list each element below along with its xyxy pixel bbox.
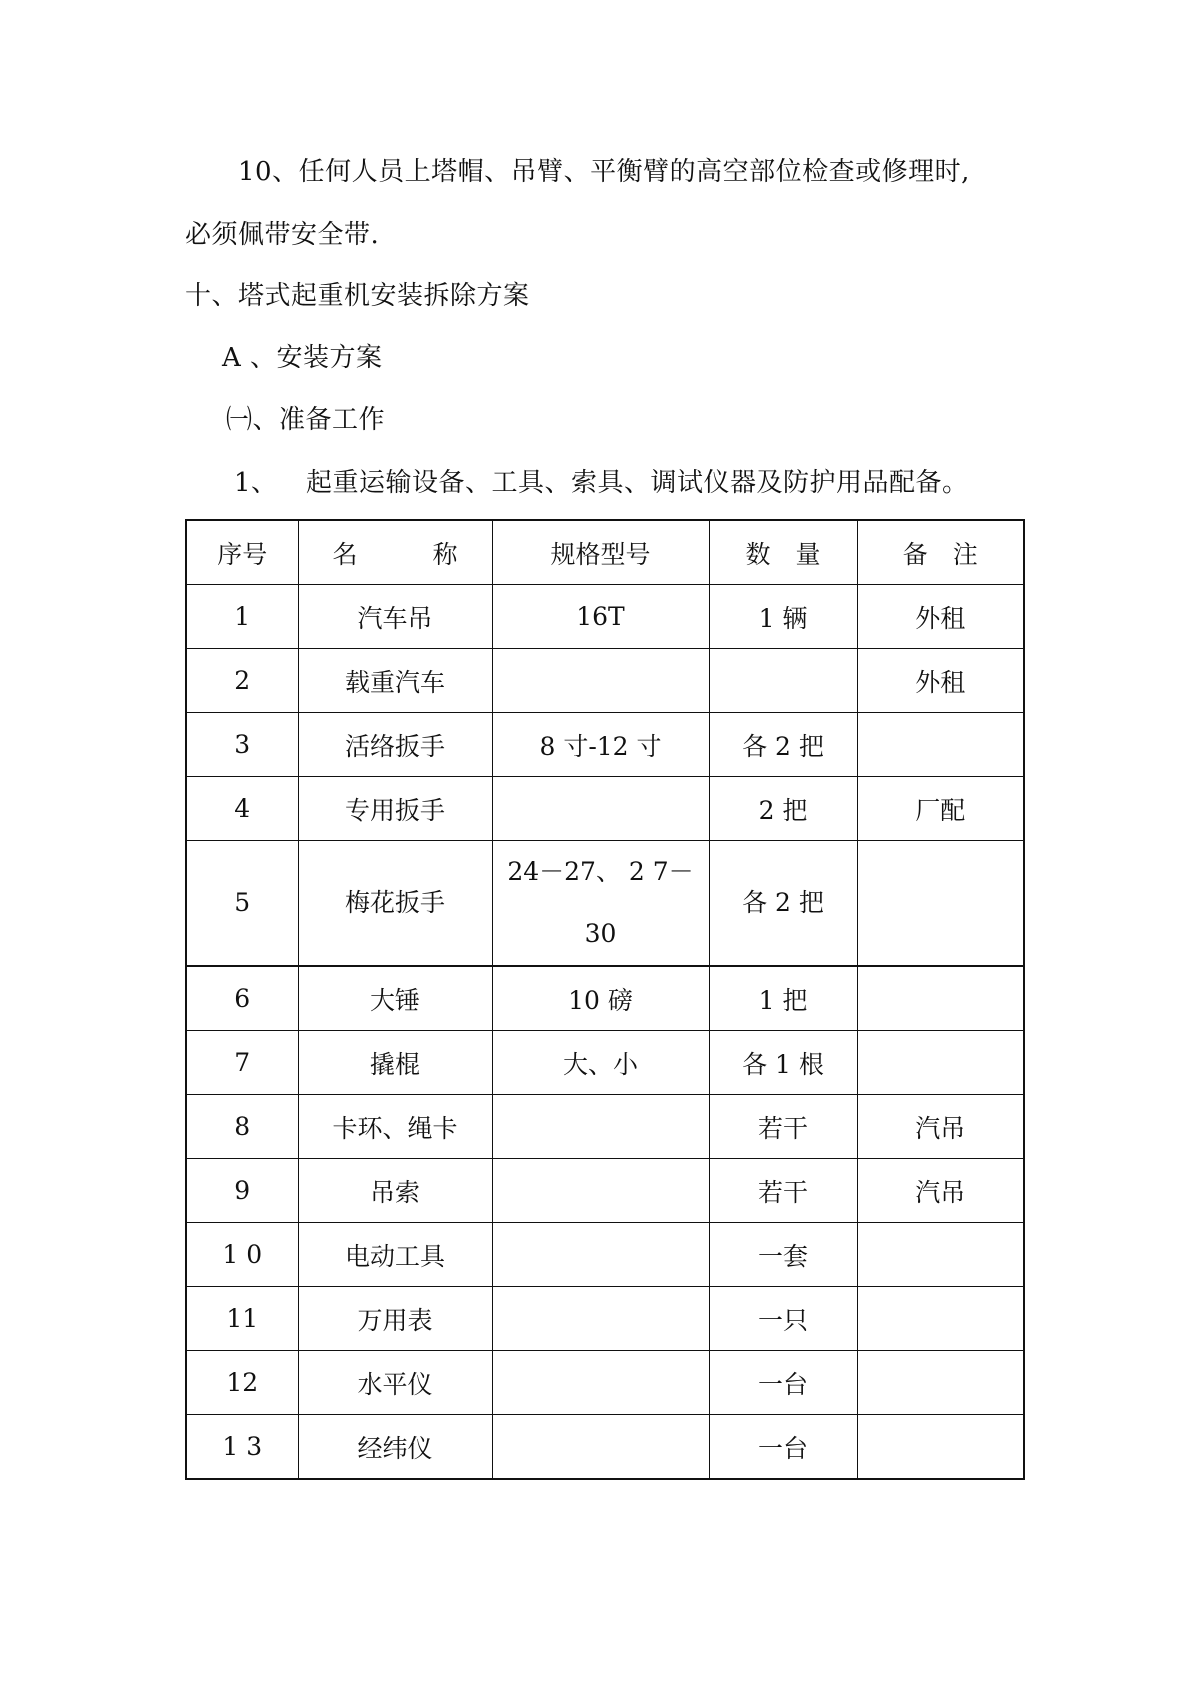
cell-qty: 各 2 把 bbox=[709, 713, 857, 777]
cell-note bbox=[857, 1287, 1024, 1351]
cell-no: 6 bbox=[186, 966, 298, 1031]
cell-spec bbox=[492, 1351, 709, 1415]
cell-no: 9 bbox=[186, 1159, 298, 1223]
cell-spec bbox=[492, 1095, 709, 1159]
cell-name: 活络扳手 bbox=[298, 713, 492, 777]
cell-note: 外租 bbox=[857, 585, 1024, 649]
cell-qty: 若干 bbox=[709, 1095, 857, 1159]
cell-no: 1 3 bbox=[186, 1415, 298, 1480]
cell-name: 万用表 bbox=[298, 1287, 492, 1351]
cell-qty: 一台 bbox=[709, 1351, 857, 1415]
cell-spec bbox=[492, 1287, 709, 1351]
cell-spec bbox=[492, 1415, 709, 1480]
paragraph-10-line1: 10、任何人员上塔帽、吊臂、平衡臂的高空部位检查或修理时, bbox=[238, 157, 970, 187]
cell-note: 厂配 bbox=[857, 777, 1024, 841]
cell-name: 汽车吊 bbox=[298, 585, 492, 649]
cell-name: 载重汽车 bbox=[298, 649, 492, 713]
cell-no: 8 bbox=[186, 1095, 298, 1159]
header-qty: 数 量 bbox=[709, 520, 857, 585]
cell-no: 12 bbox=[186, 1351, 298, 1415]
cell-spec: 8 寸-12 寸 bbox=[492, 713, 709, 777]
cell-spec bbox=[492, 841, 709, 967]
cell-qty: 2 把 bbox=[709, 777, 857, 841]
table-row bbox=[186, 1415, 1024, 1480]
table-row bbox=[186, 649, 1024, 713]
item-1-number: 1、 bbox=[234, 468, 278, 498]
cell-name: 吊索 bbox=[298, 1159, 492, 1223]
table-row bbox=[186, 841, 1024, 967]
item-1-text: 起重运输设备、工具、索具、调试仪器及防护用品配备。 bbox=[306, 468, 969, 498]
cell-spec: 大、小 bbox=[492, 1031, 709, 1095]
cell-name: 梅花扳手 bbox=[298, 841, 492, 967]
cell-name: 经纬仪 bbox=[298, 1415, 492, 1480]
cell-spec bbox=[492, 1223, 709, 1287]
cell-qty: 一套 bbox=[709, 1223, 857, 1287]
header-note: 备 注 bbox=[857, 520, 1024, 585]
cell-no: 3 bbox=[186, 713, 298, 777]
cell-spec bbox=[492, 1159, 709, 1223]
cell-note bbox=[857, 1223, 1024, 1287]
table-row bbox=[186, 777, 1024, 841]
cell-name: 撬棍 bbox=[298, 1031, 492, 1095]
cell-qty: 各 2 把 bbox=[709, 841, 857, 967]
cell-no: 2 bbox=[186, 649, 298, 713]
cell-qty bbox=[709, 649, 857, 713]
subsection-1-title: ㈠、准备工作 bbox=[226, 405, 386, 435]
cell-name: 大锤 bbox=[298, 966, 492, 1031]
cell-no: 1 bbox=[186, 585, 298, 649]
cell-note bbox=[857, 713, 1024, 777]
table-row bbox=[186, 1287, 1024, 1351]
cell-qty: 1 辆 bbox=[709, 585, 857, 649]
table-row bbox=[186, 966, 1024, 1031]
cell-name: 水平仪 bbox=[298, 1351, 492, 1415]
cell-note bbox=[857, 1031, 1024, 1095]
cell-spec-line2: 30 bbox=[584, 919, 617, 948]
table-row bbox=[186, 1351, 1024, 1415]
cell-note bbox=[857, 1415, 1024, 1480]
equipment-table bbox=[185, 519, 1025, 1480]
cell-spec: 16T bbox=[492, 585, 709, 649]
table-row bbox=[186, 1159, 1024, 1223]
table-row bbox=[186, 585, 1024, 649]
cell-note bbox=[857, 1351, 1024, 1415]
cell-name: 专用扳手 bbox=[298, 777, 492, 841]
cell-qty: 一台 bbox=[709, 1415, 857, 1480]
paragraph-10-line2: 必须佩带安全带. bbox=[185, 220, 380, 250]
header-no: 序号 bbox=[186, 520, 298, 585]
section-title: 十、塔式起重机安装拆除方案 bbox=[185, 281, 530, 311]
cell-note: 外租 bbox=[857, 649, 1024, 713]
cell-no: 5 bbox=[186, 841, 298, 967]
cell-spec: 10 磅 bbox=[492, 966, 709, 1031]
table-row bbox=[186, 1031, 1024, 1095]
cell-name: 卡环、绳卡 bbox=[298, 1095, 492, 1159]
cell-qty: 一只 bbox=[709, 1287, 857, 1351]
header-name: 名 称 bbox=[298, 520, 492, 585]
cell-no: 1 0 bbox=[186, 1223, 298, 1287]
table-row bbox=[186, 1095, 1024, 1159]
cell-note: 汽吊 bbox=[857, 1095, 1024, 1159]
cell-no: 11 bbox=[186, 1287, 298, 1351]
cell-note bbox=[857, 966, 1024, 1031]
cell-spec-line1: 24－27、 2 7－ bbox=[507, 857, 694, 886]
cell-no: 4 bbox=[186, 777, 298, 841]
table-header-row bbox=[186, 520, 1024, 585]
cell-spec bbox=[492, 777, 709, 841]
cell-qty: 1 把 bbox=[709, 966, 857, 1031]
table-row bbox=[186, 713, 1024, 777]
header-spec: 规格型号 bbox=[492, 520, 709, 585]
subsection-a-title: A 、安装方案 bbox=[222, 343, 383, 373]
cell-spec bbox=[492, 649, 709, 713]
cell-no: 7 bbox=[186, 1031, 298, 1095]
cell-qty: 各 1 根 bbox=[709, 1031, 857, 1095]
cell-qty: 若干 bbox=[709, 1159, 857, 1223]
table-row bbox=[186, 1223, 1024, 1287]
cell-name: 电动工具 bbox=[298, 1223, 492, 1287]
cell-note bbox=[857, 841, 1024, 967]
cell-note: 汽吊 bbox=[857, 1159, 1024, 1223]
